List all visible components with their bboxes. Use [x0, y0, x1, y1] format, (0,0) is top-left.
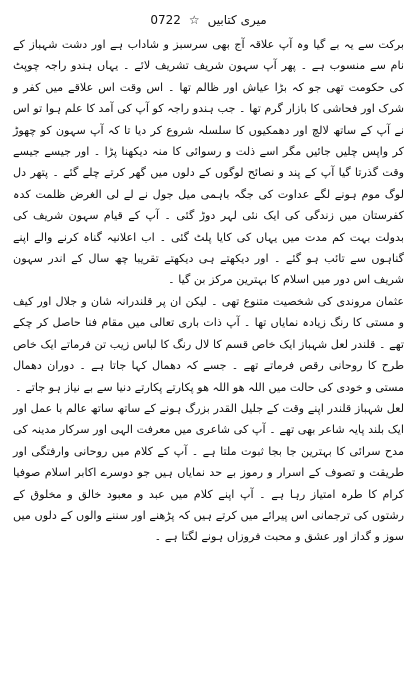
header-title: میری کتابیں	[207, 13, 267, 27]
page-number: 0722	[150, 13, 181, 27]
paragraph-1: برکت سے یہ بے گیا وہ آپ علاقہ آج بھی سرسبز و شاداب ہے اور دشت شہباز کے نام سے منسوب ہے ۔ پھر آپ سہون شریف تشریف لائے ۔ یہاں ہندو راجہ چوپٹ کی حکومت تھی جو کہ بڑا عیاش اور ظالم تھا ۔ اس وقت اس علاقے میں کفر و شرک اور فحاشی کا بازار گرم تھا ۔ جب ہندو راجہ کو آپ کی آمد کا علم ہوا تو اس نے آپ کے ساتھ لالچ اور دھمکیوں کا سلسلہ شروع کر دیا تا کہ آپ سہون کو چھوڑ کر واپس چلیں جائیں مگر اسے ذلت و رسوائی کا منہ دیکھنا پڑا ۔ اور جیسے جیسے وقت گذرتا گیا آپ کے پند و نصائح لوگوں کے دلوں میں گھر کرتے چلے گئے ۔ پتھر دل لوگ موم ہونے لگے عداوت کی جگہ باہمی میل جول نے لے لی الغرض ظلمت کدہ کفرستان میں زندگی کی ایک نئی لہر دوڑ گئی ۔ آپ کے قیام سہون شریف کی بدولت بہت کم مدت میں یہاں کی کایا پلٹ گئی ۔ اب اعلانیہ گناہ کرنے والے اپنے گناہوں سے تائب ہو گئے ۔ اور دیکھتے ہی دیکھتے تقریبا چھ سال کے اندر سہون شریف اس دور میں اسلام کا بہترین مرکز بن گیا ۔	[13, 38, 404, 287]
document-body	[13, 34, 404, 548]
star-icon: ☆	[188, 13, 200, 27]
page-header	[13, 10, 404, 30]
paragraph-2: عثمان مروندی کی شخصیت متنوع تھی ۔ لیکن ان پر قلندرانہ شان و جلال اور کیف و مستی کا رنگ زیادہ نمایاں تھا ۔ آپ ذات باری تعالی میں مقام فنا حاصل کر چکے تھے ۔ قلندر لعل شہباز ایک خاص قسم کا لال رنگ کا لباس زیب تن فرماتے ایک خاص طرح کا روحانی رقص فرماتے تھے ۔ جسے کہ دھمال کہا جاتا ہے ۔ دوران دھمال مستی و خودی کی حالت میں اللہ ھو اللہ ھو پکارتے پکارتے دنیا سے بے نیاز ہو جاتے ۔	[13, 294, 404, 394]
paragraph-3: لعل شہباز قلندر اپنے وقت کے جلیل القدر بزرگ ہونے کے ساتھ ساتھ عالم با عمل اور ایک بلند پایہ شاعر بھی تھے ۔ آپ کی شاعری میں معرفت الہی اور سرکار مدینہ کی مدح سرائی کا بہترین جا بجا ثبوت ملتا ہے ۔ آپ کے کلام میں روحانی وارفتگی اور طریقت و تصوف کے اسرار و رموز بے حد نمایاں ہیں جو دوسرے اکابر اسلام صوفیا کرام کا طرہ امتیاز رہا ہے ۔ آپ اپنے کلام میں عبد و معبود خالق و مخلوق کے رشتوں کی ترجمانی اس پیرائے میں کرتے ہیں کہ پڑھنے اور سننے والوں کے دلوں میں سوز و گداز اور عشق و محبت فروزاں ہونے لگتا ہے ۔	[13, 401, 404, 544]
